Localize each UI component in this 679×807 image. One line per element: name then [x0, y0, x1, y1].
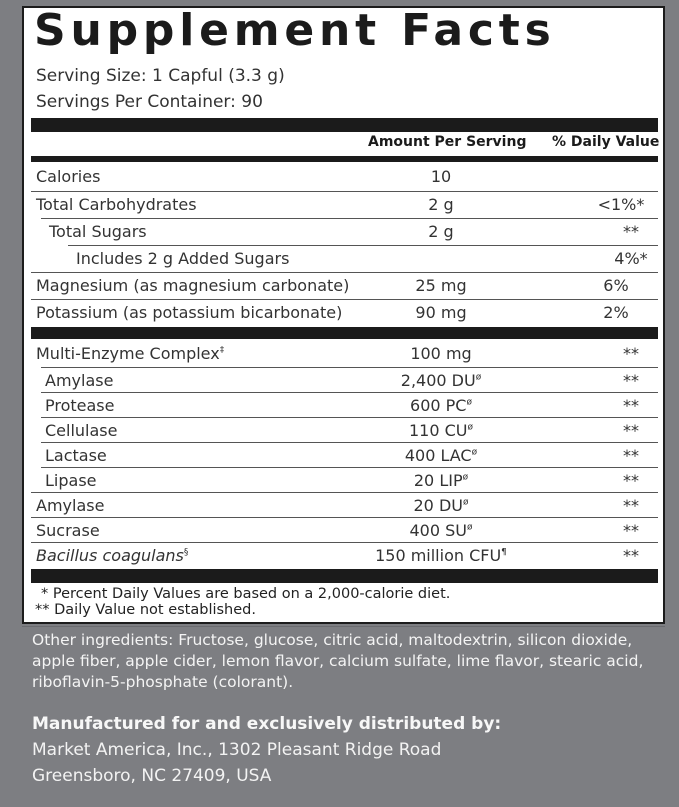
enzyme-amount: 400 $SU^ø$	[409, 521, 473, 540]
thick-divider	[31, 118, 658, 132]
amount-header: Amount Per Serving	[368, 134, 527, 150]
nutrient-name: Includes 2 g Added Sugars	[76, 249, 290, 268]
serving-size: Serving Size: 1 Capful (3.3 g)	[36, 66, 285, 86]
enzyme-amount: 600 $PC^ø$	[410, 396, 472, 415]
manufacturer-address-line1: Market America, Inc., 1302 Pleasant Ridge Road	[32, 740, 442, 760]
nutrient-row	[41, 218, 658, 244]
enzyme-dv: **	[623, 371, 639, 390]
manufacturer-heading: Manufactured for and exclusively distributed by:	[32, 714, 502, 734]
nutrient-row	[31, 299, 658, 325]
thick-divider	[31, 327, 658, 339]
thick-divider	[31, 569, 658, 583]
enzyme-row	[41, 417, 658, 443]
enzyme-name: Amylase	[36, 496, 105, 515]
enzyme-amount: 20 $DU^ø$	[413, 496, 469, 515]
enzyme-name: Amylase	[45, 371, 114, 390]
enzyme-row	[31, 542, 658, 568]
enzyme-dv: **	[623, 521, 639, 540]
section-divider	[22, 626, 665, 627]
nutrient-row	[31, 191, 658, 217]
enzyme-amount: 400 $LAC^ø$	[404, 446, 478, 465]
enzyme-dv: **	[623, 421, 639, 440]
enzyme-amount: 2,400 $DU^ø$	[400, 371, 482, 390]
enzyme-name: Bacillus coagulans§	[36, 546, 189, 565]
enzyme-row	[31, 492, 658, 518]
nutrient-row	[31, 164, 658, 190]
medium-divider	[31, 156, 658, 162]
nutrient-amount: 2 g	[428, 222, 454, 241]
enzyme-row	[41, 367, 658, 393]
servings-per-container: Servings Per Container: 90	[36, 92, 263, 112]
enzyme-name: Lipase	[45, 471, 97, 490]
enzyme-row	[41, 442, 658, 468]
enzyme-row	[41, 467, 658, 493]
footnote-mark: ‡	[219, 345, 225, 356]
nutrient-dv: **	[623, 222, 639, 241]
enzyme-name: Protease	[45, 396, 115, 415]
nutrient-name: Potassium (as potassium bicarbonate)	[36, 303, 343, 322]
manufacturer-address-line2: Greensboro, NC 27409, USA	[32, 766, 272, 786]
enzyme-amount: 20 $LIP^ø$	[413, 471, 469, 490]
nutrient-row	[68, 245, 658, 271]
nutrient-name: Calories	[36, 167, 101, 186]
enzyme-amount: 100 mg	[410, 344, 472, 363]
enzyme-dv: **	[623, 344, 639, 363]
nutrient-name: Magnesium (as magnesium carbonate)	[36, 276, 350, 295]
other-ingredients: Other ingredients: Fructose, glucose, citric acid, maltodextrin, silicon dioxide, apple fiber, apple cider, lemon flavor, calcium sulfate, lime flavor, stearic acid, riboflavin-5-phosphate (colorant).	[32, 631, 644, 691]
enzyme-amount: 150 million CFU¶	[375, 546, 507, 565]
enzyme-dv: **	[623, 496, 639, 515]
nutrient-row	[31, 272, 658, 298]
enzyme-name: Cellulase	[45, 421, 118, 440]
enzyme-name: Lactase	[45, 446, 107, 465]
enzyme-amount: 110 $CU^ø$	[408, 421, 474, 440]
nutrient-amount: 25 mg	[415, 276, 467, 295]
dv-header: % Daily Value	[552, 134, 660, 150]
nutrient-amount: 10	[430, 167, 452, 186]
enzyme-dv: **	[623, 471, 639, 490]
nutrient-name: Total Sugars	[49, 222, 147, 241]
panel-title: Supplement Facts	[34, 5, 556, 56]
nutrient-name: Total Carbohydrates	[36, 195, 197, 214]
supplement-facts-panel	[22, 6, 665, 624]
nutrient-dv: <1%*	[597, 195, 645, 214]
footnote-dv-not-established: ** Daily Value not established.	[35, 602, 256, 618]
nutrient-dv: 2%	[603, 303, 629, 322]
enzyme-name: Multi-Enzyme Complex‡	[36, 344, 225, 363]
enzyme-dv: **	[623, 396, 639, 415]
enzyme-row	[31, 341, 658, 367]
enzyme-row	[31, 517, 658, 543]
enzyme-row	[41, 392, 658, 418]
enzyme-name: Sucrase	[36, 521, 100, 540]
nutrient-dv: 6%	[603, 276, 629, 295]
enzyme-dv: **	[623, 546, 639, 565]
enzyme-dv: **	[623, 446, 639, 465]
footnote-percent-dv: * Percent Daily Values are based on a 2,000-calorie diet.	[41, 586, 451, 602]
nutrient-amount: 2 g	[428, 195, 454, 214]
nutrient-dv: 4%*	[614, 249, 648, 268]
nutrient-amount: 90 mg	[415, 303, 467, 322]
